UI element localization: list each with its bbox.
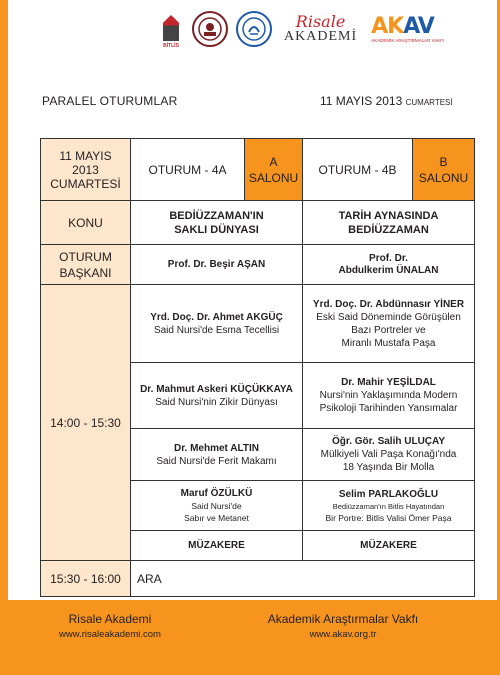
speaker-b-1 xyxy=(303,285,475,363)
break-label: ARA xyxy=(131,561,475,597)
topic-a-line-2: SAKLI DÜNYASI xyxy=(174,223,259,236)
speaker-name: Maruf ÖZÜLKÜ xyxy=(180,488,253,499)
discussion-b: MÜZAKERE xyxy=(303,531,475,561)
talk-title: Said Nursi'de Esma Tecellisi xyxy=(153,324,280,336)
logo-strip xyxy=(158,6,458,52)
talk-title: Psikoloji Tarihinden Yansımalar xyxy=(319,403,458,414)
speaker-row xyxy=(41,285,475,363)
talk-title: Sabır ve Metanet xyxy=(184,513,249,523)
page-title: PARALEL OTURUMLAR xyxy=(42,94,178,108)
speaker-a-2 xyxy=(131,363,303,429)
footer-akav-title: Akademik Araştırmalar Vakfı xyxy=(267,612,419,626)
talk-title: Said Nursi'nin Zikir Dünyası xyxy=(155,396,278,408)
break-time-slot: 15:30 - 16:00 xyxy=(41,561,131,597)
chair-a: Prof. Dr. Beşir AŞAN xyxy=(131,245,303,285)
risale-akademi-logo xyxy=(284,11,358,45)
talk-title: Miranlı Mustafa Paşa xyxy=(341,337,436,349)
bitlis-logo-caption: BİTLİS xyxy=(163,43,179,49)
talk-title: Bediüzzaman'ın Bitlis Hayatından xyxy=(332,501,445,511)
topic-label: KONU xyxy=(41,201,131,245)
talk-title: Mülkiyeli Vali Paşa Konağı'nda xyxy=(320,449,457,460)
left-accent-bar xyxy=(0,0,8,600)
topic-b-line-2: BEDİÜZZAMAN xyxy=(348,223,429,236)
main-time-slot: 14:00 - 15:30 xyxy=(41,285,131,561)
institution-seal-logo xyxy=(192,11,228,47)
calligraphy-seal-logo xyxy=(236,11,272,47)
talk-title: Bir Portre: Bitlis Valisi Ömer Paşa xyxy=(325,512,452,523)
chair-b-line-1: Prof. Dr. xyxy=(369,252,408,264)
risale-logo-word: AKADEMİ xyxy=(284,28,358,44)
akav-logo-ak: AK xyxy=(371,13,404,39)
topic-b-line-1: TARİH AYNASINDA xyxy=(338,209,439,222)
akav-logo xyxy=(371,13,445,43)
speaker-name: Yrd. Doç. Dr. Ahmet AKGÜÇ xyxy=(150,311,283,323)
footer-risale-title: Risale Akademi xyxy=(68,612,152,626)
topic-row xyxy=(41,201,475,245)
date-text: 11 MAYIS 2013 xyxy=(320,94,403,108)
speaker-b-3 xyxy=(303,429,475,481)
speaker-a-1 xyxy=(131,285,303,363)
chair-b xyxy=(303,245,475,285)
speaker-name: Dr. Mehmet ALTIN xyxy=(173,442,259,454)
salon-a-letter: A xyxy=(269,154,278,169)
speaker-name: Selim PARLAKOĞLU xyxy=(338,488,439,500)
speaker-a-3 xyxy=(131,429,303,481)
session-a-label: OTURUM - 4A xyxy=(131,139,245,201)
table-header-row xyxy=(41,139,475,201)
footer-akav xyxy=(238,612,448,640)
salon-b-label xyxy=(413,139,475,201)
salon-a-word: SALONU xyxy=(248,170,299,185)
akav-logo-caption: AKADEMİK ARAŞTIRMALAR VAKFI xyxy=(371,37,445,43)
talk-title: Nursi'nin Yaklaşımında Modern xyxy=(319,390,458,401)
talk-title: Said Nursi'de xyxy=(191,501,242,511)
page-date xyxy=(320,94,453,108)
salon-b-letter: B xyxy=(439,154,448,169)
session-b-label: OTURUM - 4B xyxy=(303,139,413,201)
footer-akav-url[interactable]: www.akav.org.tr xyxy=(309,629,377,640)
date-line-3: CUMARTESİ xyxy=(50,176,121,191)
speaker-b-4 xyxy=(303,481,475,531)
speaker-a-4 xyxy=(131,481,303,531)
bitlis-university-logo xyxy=(158,9,184,49)
talk-title: Eski Said Döneminde Görüşülen xyxy=(316,311,461,323)
speaker-name: Yrd. Doç. Dr. Abdünnasır YİNER xyxy=(312,298,465,310)
discussion-a: MÜZAKERE xyxy=(131,531,303,561)
chair-row xyxy=(41,245,475,285)
footer-risale-url[interactable]: www.risaleakademi.com xyxy=(59,629,161,640)
break-row xyxy=(41,561,475,597)
chair-label xyxy=(41,245,131,285)
talk-title: 18 Yaşında Bir Molla xyxy=(342,462,435,473)
topic-a-line-1: BEDİÜZZAMAN'IN xyxy=(169,209,264,222)
session-schedule-table xyxy=(40,138,475,597)
talk-title: Bazı Portreler ve xyxy=(351,324,426,336)
talk-title: Said Nursi'de Ferit Makamı xyxy=(156,455,277,467)
speaker-name: Dr. Mahir YEŞİLDAL xyxy=(341,377,436,388)
salon-a-label xyxy=(245,139,303,201)
date-line-1: 11 MAYIS xyxy=(59,148,112,163)
day-text: CUMARTESİ xyxy=(405,98,453,107)
salon-b-word: SALONU xyxy=(418,170,469,185)
topic-a xyxy=(131,201,303,245)
chair-label-line-1: OTURUM xyxy=(59,249,112,264)
chair-label-line-2: BAŞKANI xyxy=(59,265,112,280)
akav-logo-av: AV xyxy=(403,13,434,39)
speaker-b-2 xyxy=(303,363,475,429)
footer-risale xyxy=(40,612,180,640)
speaker-name: Dr. Mahmut Askeri KÜÇÜKKAYA xyxy=(140,383,293,395)
risale-logo-script: Risale xyxy=(295,11,346,31)
speaker-name: Öğr. Gör. Salih ULUÇAY xyxy=(332,436,445,447)
date-line-2: 2013 xyxy=(72,162,99,177)
chair-b-line-2: Abdulkerim ÜNALAN xyxy=(338,264,439,276)
date-cell xyxy=(41,139,131,201)
topic-b xyxy=(303,201,475,245)
